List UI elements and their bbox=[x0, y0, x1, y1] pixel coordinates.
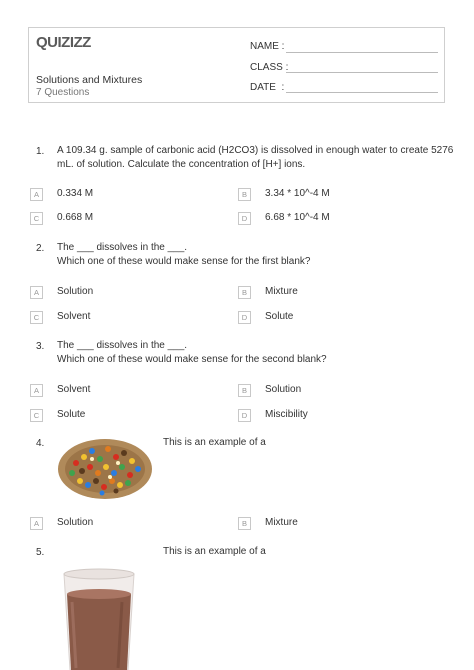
option-letter-box[interactable]: A bbox=[30, 286, 43, 299]
question-count: 7 Questions bbox=[36, 87, 90, 98]
option-text[interactable]: Solute bbox=[265, 311, 294, 322]
question-number: 5. bbox=[36, 547, 45, 558]
question-text-line: Which one of these would make sense for the second blank? bbox=[57, 354, 327, 365]
name-label: NAME : bbox=[250, 41, 285, 52]
option-letter-box[interactable]: B bbox=[238, 517, 251, 530]
quizizz-logo: QUIZIZZ bbox=[36, 34, 91, 51]
option-text[interactable]: Solute bbox=[57, 409, 86, 420]
option-letter-box[interactable]: D bbox=[238, 212, 251, 225]
option-text[interactable]: Mixture bbox=[265, 286, 298, 297]
class-label: CLASS : bbox=[250, 62, 289, 73]
date-field[interactable] bbox=[286, 92, 438, 93]
quiz-title: Solutions and Mixtures bbox=[36, 74, 143, 86]
question-number: 1. bbox=[36, 146, 45, 157]
date-label: DATE : bbox=[250, 82, 285, 93]
question-number: 2. bbox=[36, 243, 45, 254]
question-number: 4. bbox=[36, 438, 45, 449]
option-letter-box[interactable]: A bbox=[30, 188, 43, 201]
option-letter-box[interactable]: A bbox=[30, 517, 43, 530]
option-letter-box[interactable]: C bbox=[30, 409, 43, 422]
option-letter-box[interactable]: D bbox=[238, 409, 251, 422]
question-text-line: This is an example of a bbox=[163, 546, 266, 557]
option-text[interactable]: 3.34 * 10^-4 M bbox=[265, 188, 330, 199]
question-text-line: Which one of these would make sense for the first blank? bbox=[57, 256, 311, 267]
question-text-line: The ___ dissolves in the ___. bbox=[57, 242, 188, 253]
question-number: 3. bbox=[36, 341, 45, 352]
class-field[interactable] bbox=[286, 72, 438, 73]
option-text[interactable]: Solution bbox=[57, 517, 94, 528]
option-letter-box[interactable]: C bbox=[30, 212, 43, 225]
option-letter-box[interactable]: B bbox=[238, 384, 251, 397]
option-text[interactable]: Solvent bbox=[57, 311, 91, 322]
option-letter-box[interactable]: B bbox=[238, 188, 251, 201]
question-text-line: A 109.34 g. sample of carbonic acid (H2CO3) is dissolved in enough water to create 5276 bbox=[57, 145, 454, 156]
option-text[interactable]: Mixture bbox=[265, 517, 298, 528]
question-text-line: This is an example of a bbox=[163, 437, 266, 448]
option-letter-box[interactable]: D bbox=[238, 311, 251, 324]
option-letter-box[interactable]: B bbox=[238, 286, 251, 299]
option-text[interactable]: Solution bbox=[265, 384, 302, 395]
option-text[interactable]: Solvent bbox=[57, 384, 91, 395]
question-text-line: The ___ dissolves in the ___. bbox=[57, 340, 188, 351]
option-text[interactable]: 0.668 M bbox=[57, 212, 94, 223]
option-text[interactable]: Miscibility bbox=[265, 409, 308, 420]
trail-mix-image bbox=[56, 433, 154, 503]
option-text[interactable]: 6.68 * 10^-4 M bbox=[265, 212, 330, 223]
name-field[interactable] bbox=[286, 52, 438, 53]
option-letter-box[interactable]: C bbox=[30, 311, 43, 324]
question-text-line: mL. of solution. Calculate the concentration of [H+] ions. bbox=[57, 159, 306, 170]
option-letter-box[interactable]: A bbox=[30, 384, 43, 397]
option-text[interactable]: Solution bbox=[57, 286, 94, 297]
option-text[interactable]: 0.334 M bbox=[57, 188, 94, 199]
chocolate-milk-image bbox=[60, 568, 138, 670]
